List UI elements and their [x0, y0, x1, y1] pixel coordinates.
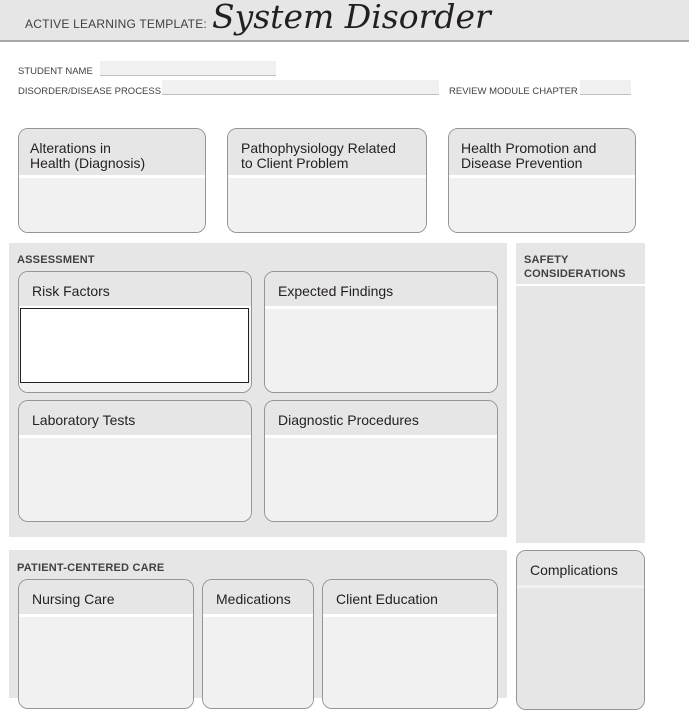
laboratory-tests-heading: Laboratory Tests: [19, 401, 251, 435]
risk-factors-heading: Risk Factors: [19, 272, 251, 306]
health-promotion-heading: Health Promotion and Disease Prevention: [449, 129, 635, 175]
review-module-input[interactable]: [580, 84, 631, 98]
complications-heading: Complications: [517, 551, 644, 585]
review-module-label: REVIEW MODULE CHAPTER: [449, 86, 578, 97]
pathophysiology-box[interactable]: [227, 128, 427, 233]
client-education-heading: Client Education: [323, 580, 497, 614]
alterations-heading: Alterations in Health (Diagnosis): [19, 129, 205, 175]
template-label: ACTIVE LEARNING TEMPLATE:: [25, 17, 207, 31]
disorder-process-label: DISORDER/DISEASE PROCESS: [18, 86, 162, 97]
client-education-box[interactable]: [322, 579, 498, 709]
complications-content[interactable]: [517, 585, 644, 710]
safety-considerations-section[interactable]: [516, 243, 645, 543]
medications-content[interactable]: [203, 614, 313, 709]
patient-care-label: PATIENT-CENTERED CARE: [17, 562, 165, 574]
nursing-care-content[interactable]: [19, 614, 193, 709]
student-name-label: STUDENT NAME: [18, 66, 93, 77]
assessment-label: ASSESSMENT: [17, 254, 95, 266]
student-name-field[interactable]: [100, 61, 276, 76]
nursing-care-heading: Nursing Care: [19, 580, 193, 614]
diagnostic-procedures-box[interactable]: [264, 400, 498, 522]
safety-divider: [516, 284, 645, 286]
disorder-process-field[interactable]: [162, 80, 439, 95]
template-title: System Disorder: [212, 0, 491, 36]
complications-box[interactable]: [516, 550, 645, 710]
diagnostic-procedures-content[interactable]: [265, 435, 497, 522]
safety-considerations-label: SAFETY CONSIDERATIONS: [524, 254, 626, 280]
diagnostic-procedures-heading: Diagnostic Procedures: [265, 401, 497, 435]
expected-findings-content[interactable]: [265, 306, 497, 393]
pathophysiology-heading: Pathophysiology Related to Client Problem: [228, 129, 426, 175]
alterations-box[interactable]: [18, 128, 206, 233]
client-education-content[interactable]: [323, 614, 497, 709]
alterations-content[interactable]: [19, 175, 205, 233]
laboratory-tests-box[interactable]: [18, 400, 252, 522]
health-promotion-box[interactable]: [448, 128, 636, 233]
medications-box[interactable]: [202, 579, 314, 709]
disorder-process-input[interactable]: [162, 84, 439, 98]
expected-findings-heading: Expected Findings: [265, 272, 497, 306]
student-name-input[interactable]: [100, 65, 276, 79]
nursing-care-box[interactable]: [18, 579, 194, 709]
expected-findings-box[interactable]: [264, 271, 498, 393]
laboratory-tests-content[interactable]: [19, 435, 251, 522]
pathophysiology-content[interactable]: [228, 175, 426, 233]
health-promotion-content[interactable]: [449, 175, 635, 233]
medications-heading: Medications: [203, 580, 313, 614]
review-module-field[interactable]: [580, 80, 631, 95]
risk-factors-input[interactable]: [20, 308, 249, 383]
